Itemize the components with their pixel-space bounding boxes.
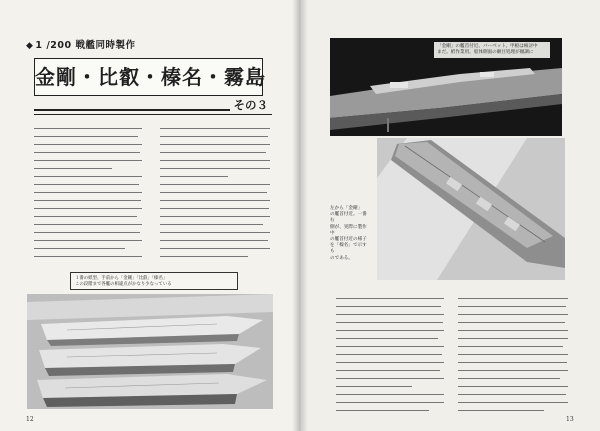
photo-caption [70, 272, 238, 290]
left-page [0, 0, 298, 431]
part-rule [34, 109, 234, 111]
photo-caption-line-1: １番の紙型、手前から「金剛」「比叡」「榛名」 [75, 276, 168, 281]
deck-caption-line-1: 左から「金剛」 [330, 206, 363, 211]
deck-caption-line-5: を「榛名」で示すも [330, 243, 367, 255]
body-column-2 [160, 128, 270, 264]
deck-caption-line-6: のである。 [330, 255, 353, 261]
part-bar [34, 98, 272, 115]
series-tag [26, 37, 135, 51]
part-label: その３ [230, 97, 269, 113]
deck-overview-photo [377, 138, 565, 280]
series-tag-text: 1 /200 戦艦同時製作 [35, 40, 136, 51]
bow-photo-caption [434, 42, 550, 58]
diamond-bullet-icon: ◆ [26, 41, 34, 51]
deck-photo-caption [330, 206, 370, 262]
deck-caption-line-4: の艦首付近の様子 [330, 237, 367, 243]
deck-caption-line-2: の艦首付近。一番右 [330, 212, 367, 224]
photo-caption-line-2: この段階まで各艦の相違点がかなり少なっている [75, 281, 172, 287]
article-title: 金剛・比叡・榛名・霧島 [34, 58, 263, 96]
hull-models-photo [27, 294, 273, 409]
deck-caption-line-3: 側が、実際に製作中 [330, 224, 367, 236]
bow-caption-line-2: まだ。紙作業用。船体側面の継目処理が順調に [437, 50, 534, 55]
page-number-left: 12 [26, 416, 34, 423]
right-body-column-1 [336, 298, 444, 418]
bow-caption-line-1: 「金剛」の艦首付近、バーベット、甲板は検討中 [437, 44, 538, 49]
right-body-column-2 [458, 298, 568, 418]
page-number-right: 13 [566, 416, 574, 423]
book-gutter [292, 0, 308, 431]
body-column-1 [34, 128, 142, 264]
